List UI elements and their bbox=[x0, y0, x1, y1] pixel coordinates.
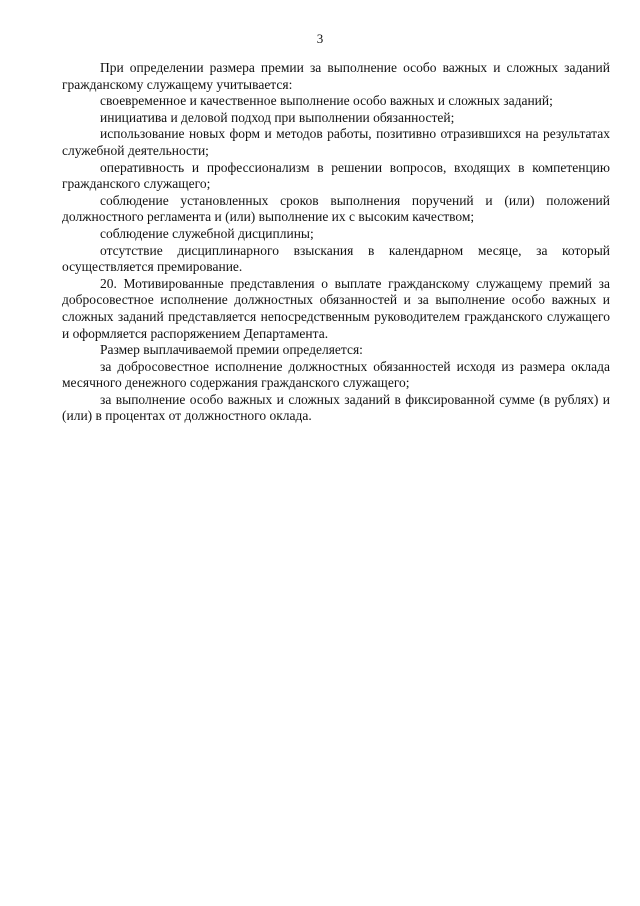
list-item-efficiency: оперативность и профессионализм в решении вопросов, входящих в компетенцию гражданского служащего; bbox=[62, 159, 610, 192]
paragraph-section-20: 20. Мотивированные представления о выплате гражданскому служащему премий за добросовестное исполнение должностных обязанностей и за выполнение особо важных и сложных заданий представляется непосредственным руководителем гражданского служащего и оформляется распоряжением Департамента. bbox=[62, 275, 610, 341]
list-item-important-tasks: за выполнение особо важных и сложных заданий в фиксированной сумме (в рублях) и (или) в процентах от должностного оклада. bbox=[62, 391, 610, 424]
list-item-initiative: инициатива и деловой подход при выполнении обязанностей; bbox=[100, 109, 455, 125]
list-item-new-methods: использование новых форм и методов работы, позитивно отразившихся на результатах служебной деятельности; bbox=[62, 126, 610, 158]
paragraph-bonus-size: Размер выплачиваемой премии определяется: bbox=[100, 342, 363, 358]
document-body bbox=[62, 60, 610, 425]
list-item-timely-execution: своевременное и качественное выполнение особо важных и сложных заданий; bbox=[100, 93, 553, 109]
list-item-conscientious-duties: за добросовестное исполнение должностных обязанностей исходя из размера оклада месячного денежного содержания гражданского служащего; bbox=[62, 358, 610, 391]
list-item-no-penalty: отсутствие дисциплинарного взыскания в календарном месяце, за который осуществляется премирование. bbox=[62, 242, 610, 275]
list-item-deadlines: соблюдение установленных сроков выполнения поручений и (или) положений должностного регламента и (или) выполнение их с высоким качеством; bbox=[62, 192, 610, 225]
list-item-discipline: соблюдение служебной дисциплины; bbox=[100, 225, 314, 241]
paragraph-intro: При определении размера премии за выполнение особо важных и сложных заданий гражданскому служащему учитывается: bbox=[62, 60, 610, 92]
page-number: 3 bbox=[316, 31, 324, 46]
